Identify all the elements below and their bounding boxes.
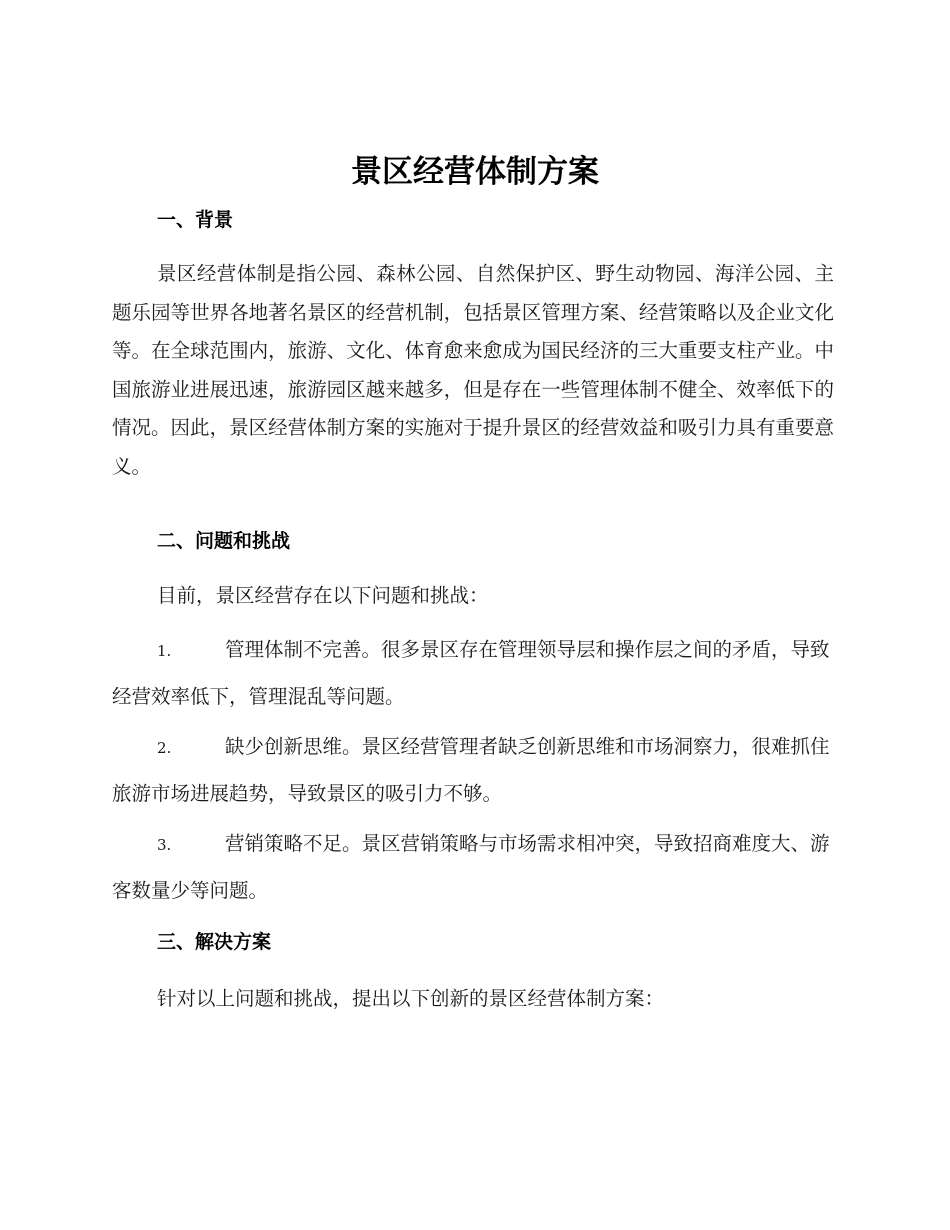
list-item-number: 2. — [157, 739, 172, 757]
list-item — [112, 724, 834, 817]
list-item-number: 1. — [157, 642, 172, 660]
list-item-text: 营销策略不足。景区营销策略与市场需求相冲突，导致招商难度大、游客数量少等问题。 — [112, 832, 830, 902]
list-item — [112, 627, 834, 720]
section-heading-problems: 二、问题和挑战 — [157, 530, 291, 552]
section-heading-solutions: 三、解决方案 — [157, 931, 272, 953]
list-item-text: 管理体制不完善。很多景区存在管理领导层和操作层之间的矛盾，导致经营效率低下，管理混乱等问题。 — [112, 638, 830, 708]
section-heading-background: 一、背景 — [157, 209, 234, 231]
document-title: 景区经营体制方案 — [351, 154, 599, 190]
background-paragraph: 景区经营体制是指公园、森林公园、自然保护区、野生动物园、海洋公园、主题乐园等世界各地著名景区的经营机制，包括景区管理方案、经营策略以及企业文化等。在全球范围内，旅游、文化、体育愈来愈成为国民经济的三大重要支柱产业。中国旅游业进展迅速，旅游园区越来越多，但是存在一些管理体制不健全、效率低下的情况。因此，景区经营体制方案的实施对于提升景区的经营效益和吸引力具有重要意义。 — [112, 262, 834, 478]
list-item — [112, 821, 834, 914]
list-item-number: 3. — [157, 836, 172, 854]
list-item-text: 缺少创新思维。景区经营管理者缺乏创新思维和市场洞察力，很难抓住旅游市场进展趋势，导致景区的吸引力不够。 — [112, 735, 830, 805]
solutions-intro: 针对以上问题和挑战，提出以下创新的景区经营体制方案： — [157, 987, 665, 1010]
problems-intro: 目前，景区经营存在以下问题和挑战： — [157, 584, 489, 607]
